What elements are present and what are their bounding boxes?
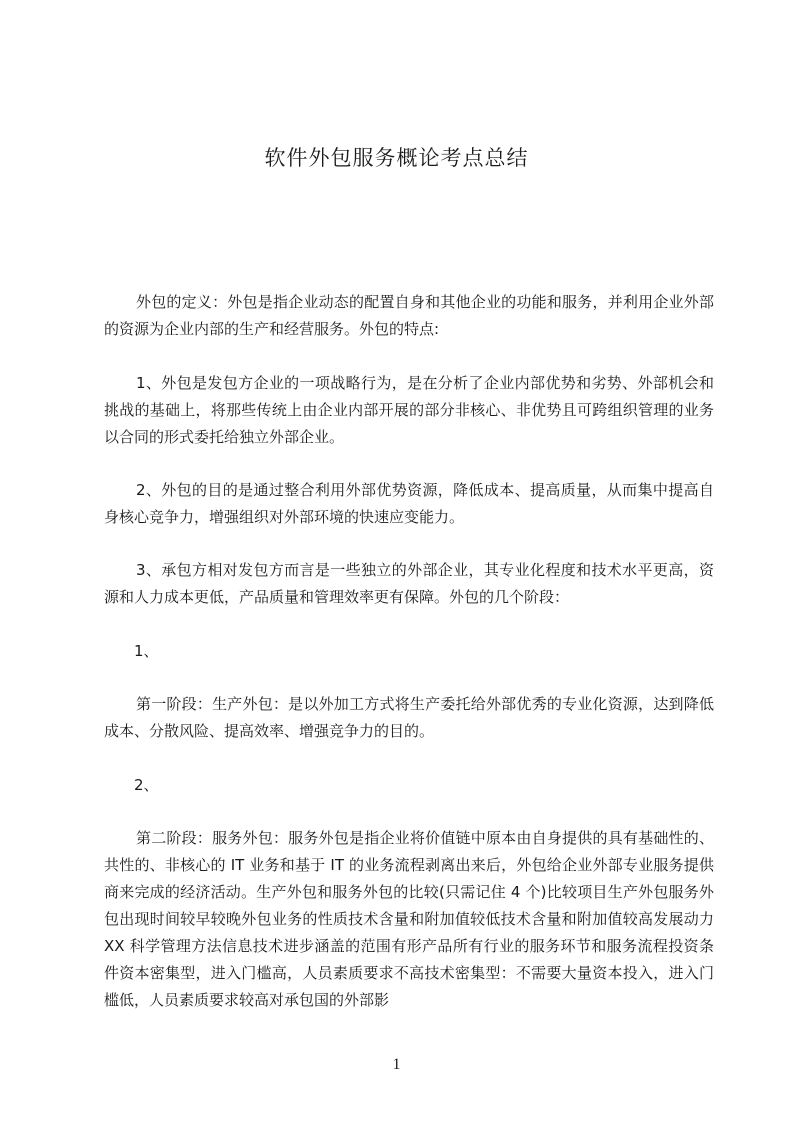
page-title: 软件外包服务概论考点总结	[264, 146, 529, 170]
paragraph-outsourcing-definition: 外包的定义：外包是指企业动态的配置自身和其他企业的功能和服务，并利用企业外部的资源为企业内部的生产和经营服务。外包的特点:	[104, 293, 714, 338]
paragraph-stage-2-service-outsourcing: 第二阶段：服务外包：服务外包是指企业将价值链中原本由自身提供的具有基础性的、共性的、非核心的 IT 业务和基于 IT 的业务流程剥离出来后，外包给企业外部专业服务提供商来完成的经济活动。生产外包和服务外包的比较(只需记住 4 个)比较项目生产外包服务外包出现时间较早较晚外包业务的性质技术含量和附加值较低技术含量和附加值较高发展动力 XX 科学管理方法信息技术进步涵盖的范围有形产品所有行业的服务环节和服务流程投资条件资本密集型，进入门槛高，人员素质要求不高技术密集型：不需要大量资本投入，进入门槛低，人员素质要求较高对承包国的外部影	[104, 829, 714, 1009]
stage-number-2: 2、	[134, 776, 159, 794]
paragraph-feature-1: 1、外包是发包方企业的一项战略行为，是在分析了企业内部优势和劣势、外部机会和挑战的基础上，将那些传统上由企业内部开展的部分非核心、非优势且可跨组织管理的业务以合同的形式委托给独立外部企业。	[104, 374, 714, 446]
page-number: 1	[392, 1056, 401, 1073]
paragraph-feature-2: 2、外包的目的是通过整合利用外部优势资源，降低成本、提高质量，从而集中提高自身核心竞争力，增强组织对外部环境的快速应变能力。	[104, 481, 714, 526]
stage-number-1: 1、	[134, 642, 159, 660]
paragraph-stage-1-production-outsourcing: 第一阶段：生产外包：是以外加工方式将生产委托给外部优秀的专业化资源，达到降低成本、分散风险、提高效率、增强竞争力的目的。	[104, 695, 714, 740]
paragraph-feature-3: 3、承包方相对发包方而言是一些独立的外部企业，其专业化程度和技术水平更高，资源和人力成本更低，产品质量和管理效率更有保障。外包的几个阶段：	[104, 561, 714, 606]
